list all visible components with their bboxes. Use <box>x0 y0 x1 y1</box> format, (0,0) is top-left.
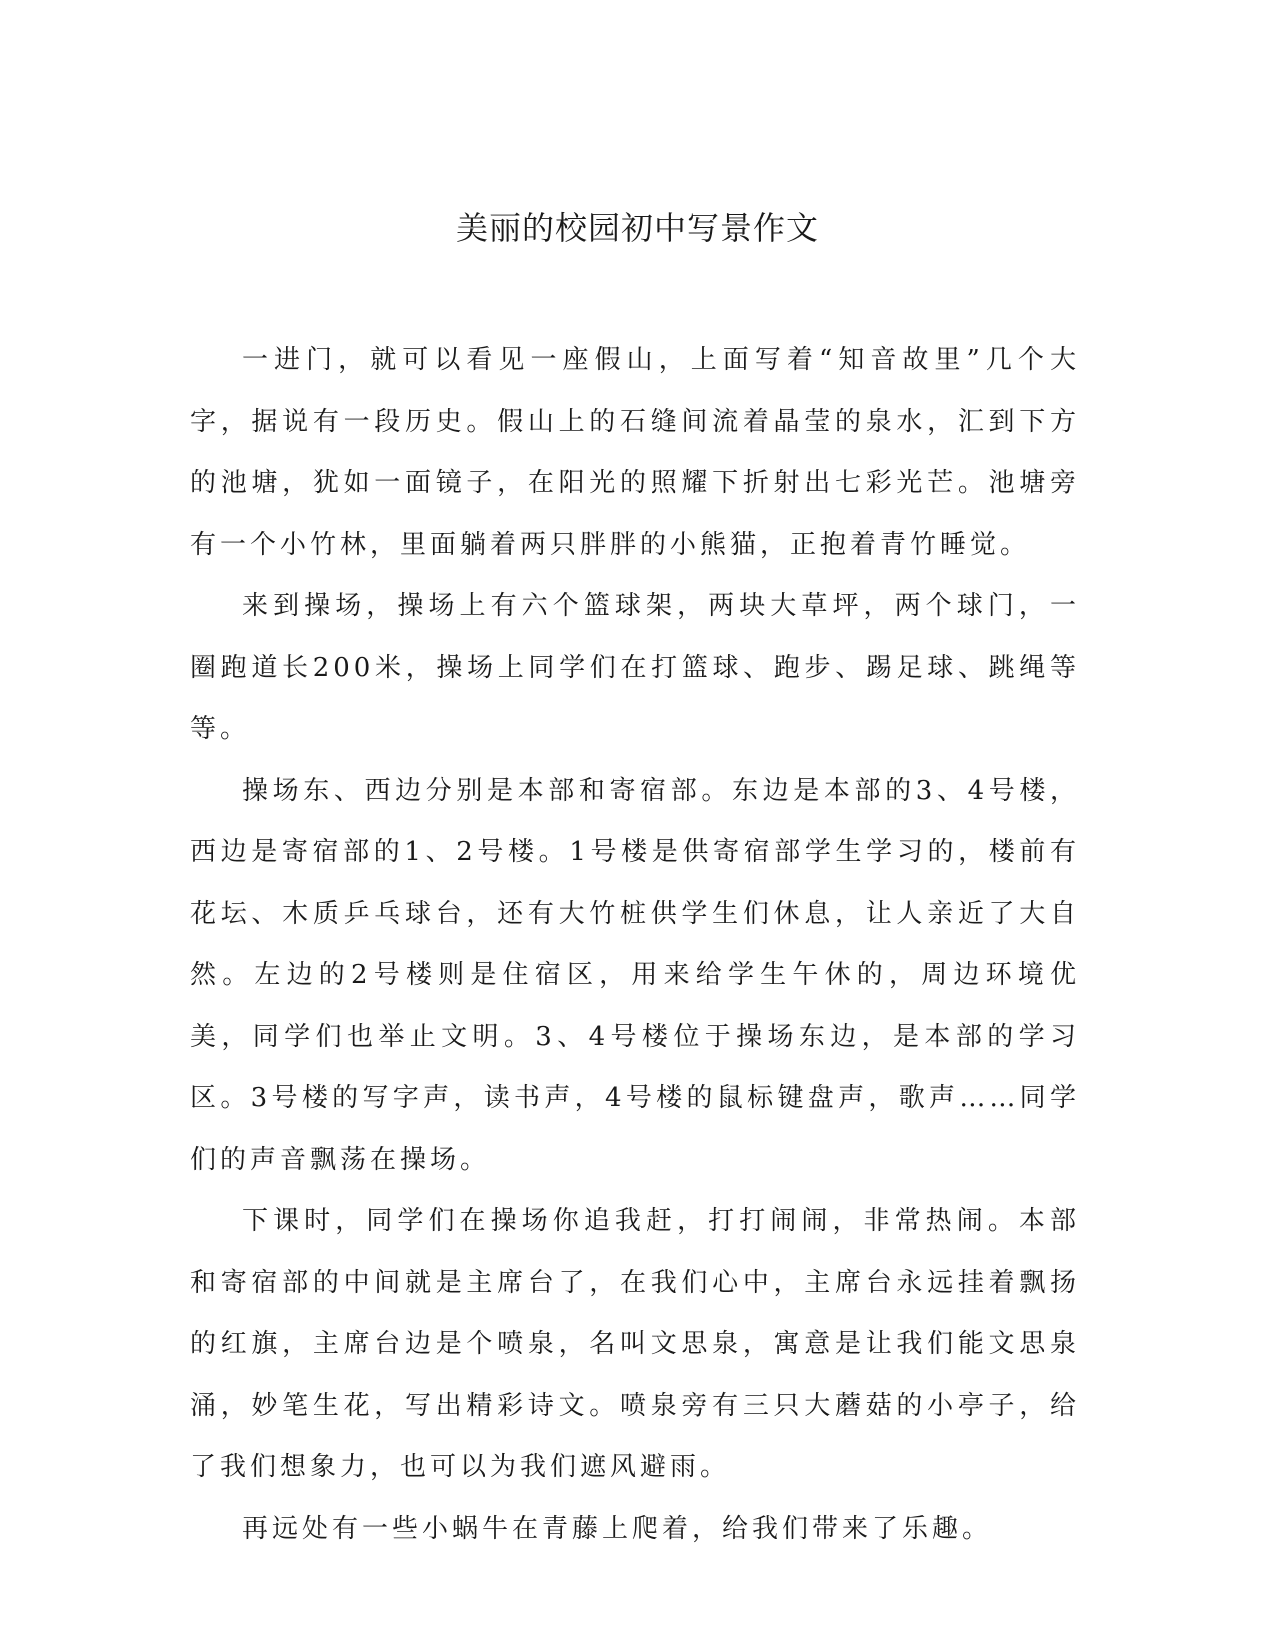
essay-body <box>190 330 1080 1560</box>
page-title: 美丽的校园初中写景作文 <box>455 209 819 247</box>
paragraph-3: 操场东、西边分别是本部和寄宿部。东边是本部的3、4号楼，西边是寄宿部的1、2号楼。1号楼是供寄宿部学生学习的，楼前有花坛、木质乒乓球台，还有大竹桩供学生们休息，让人亲近了大自然。左边的2号楼则是住宿区，用来给学生午休的，周边环境优美，同学们也举止文明。3、4号楼位于操场东边，是本部的学习区。3号楼的写字声，读书声，4号楼的鼠标键盘声，歌声……同学们的声音飘荡在操场。 <box>190 775 1080 1175</box>
paragraph-2: 来到操场，操场上有六个篮球架，两块大草坪，两个球门，一圈跑道长200米，操场上同学们在打篮球、跑步、踢足球、跳绳等等。 <box>190 591 1080 744</box>
paragraph-5: 再远处有一些小蜗牛在青藤上爬着，给我们带来了乐趣。 <box>242 1513 993 1544</box>
paragraph-1: 一进门，就可以看见一座假山，上面写着“知音故里”几个大字，据说有一段历史。假山上的石缝间流着晶莹的泉水，汇到下方的池塘，犹如一面镜子，在阳光的照耀下折射出七彩光芒。池塘旁有一个小竹林，里面躺着两只胖胖的小熊猫，正抱着青竹睡觉。 <box>190 345 1080 560</box>
paragraph-4: 下课时，同学们在操场你追我赶，打打闹闹，非常热闹。本部和寄宿部的中间就是主席台了，在我们心中，主席台永远挂着飘扬的红旗，主席台边是个喷泉，名叫文思泉，寓意是让我们能文思泉涌，妙笔生花，写出精彩诗文。喷泉旁有三只大蘑菇的小亭子，给了我们想象力，也可以为我们遮风避雨。 <box>190 1206 1080 1482</box>
